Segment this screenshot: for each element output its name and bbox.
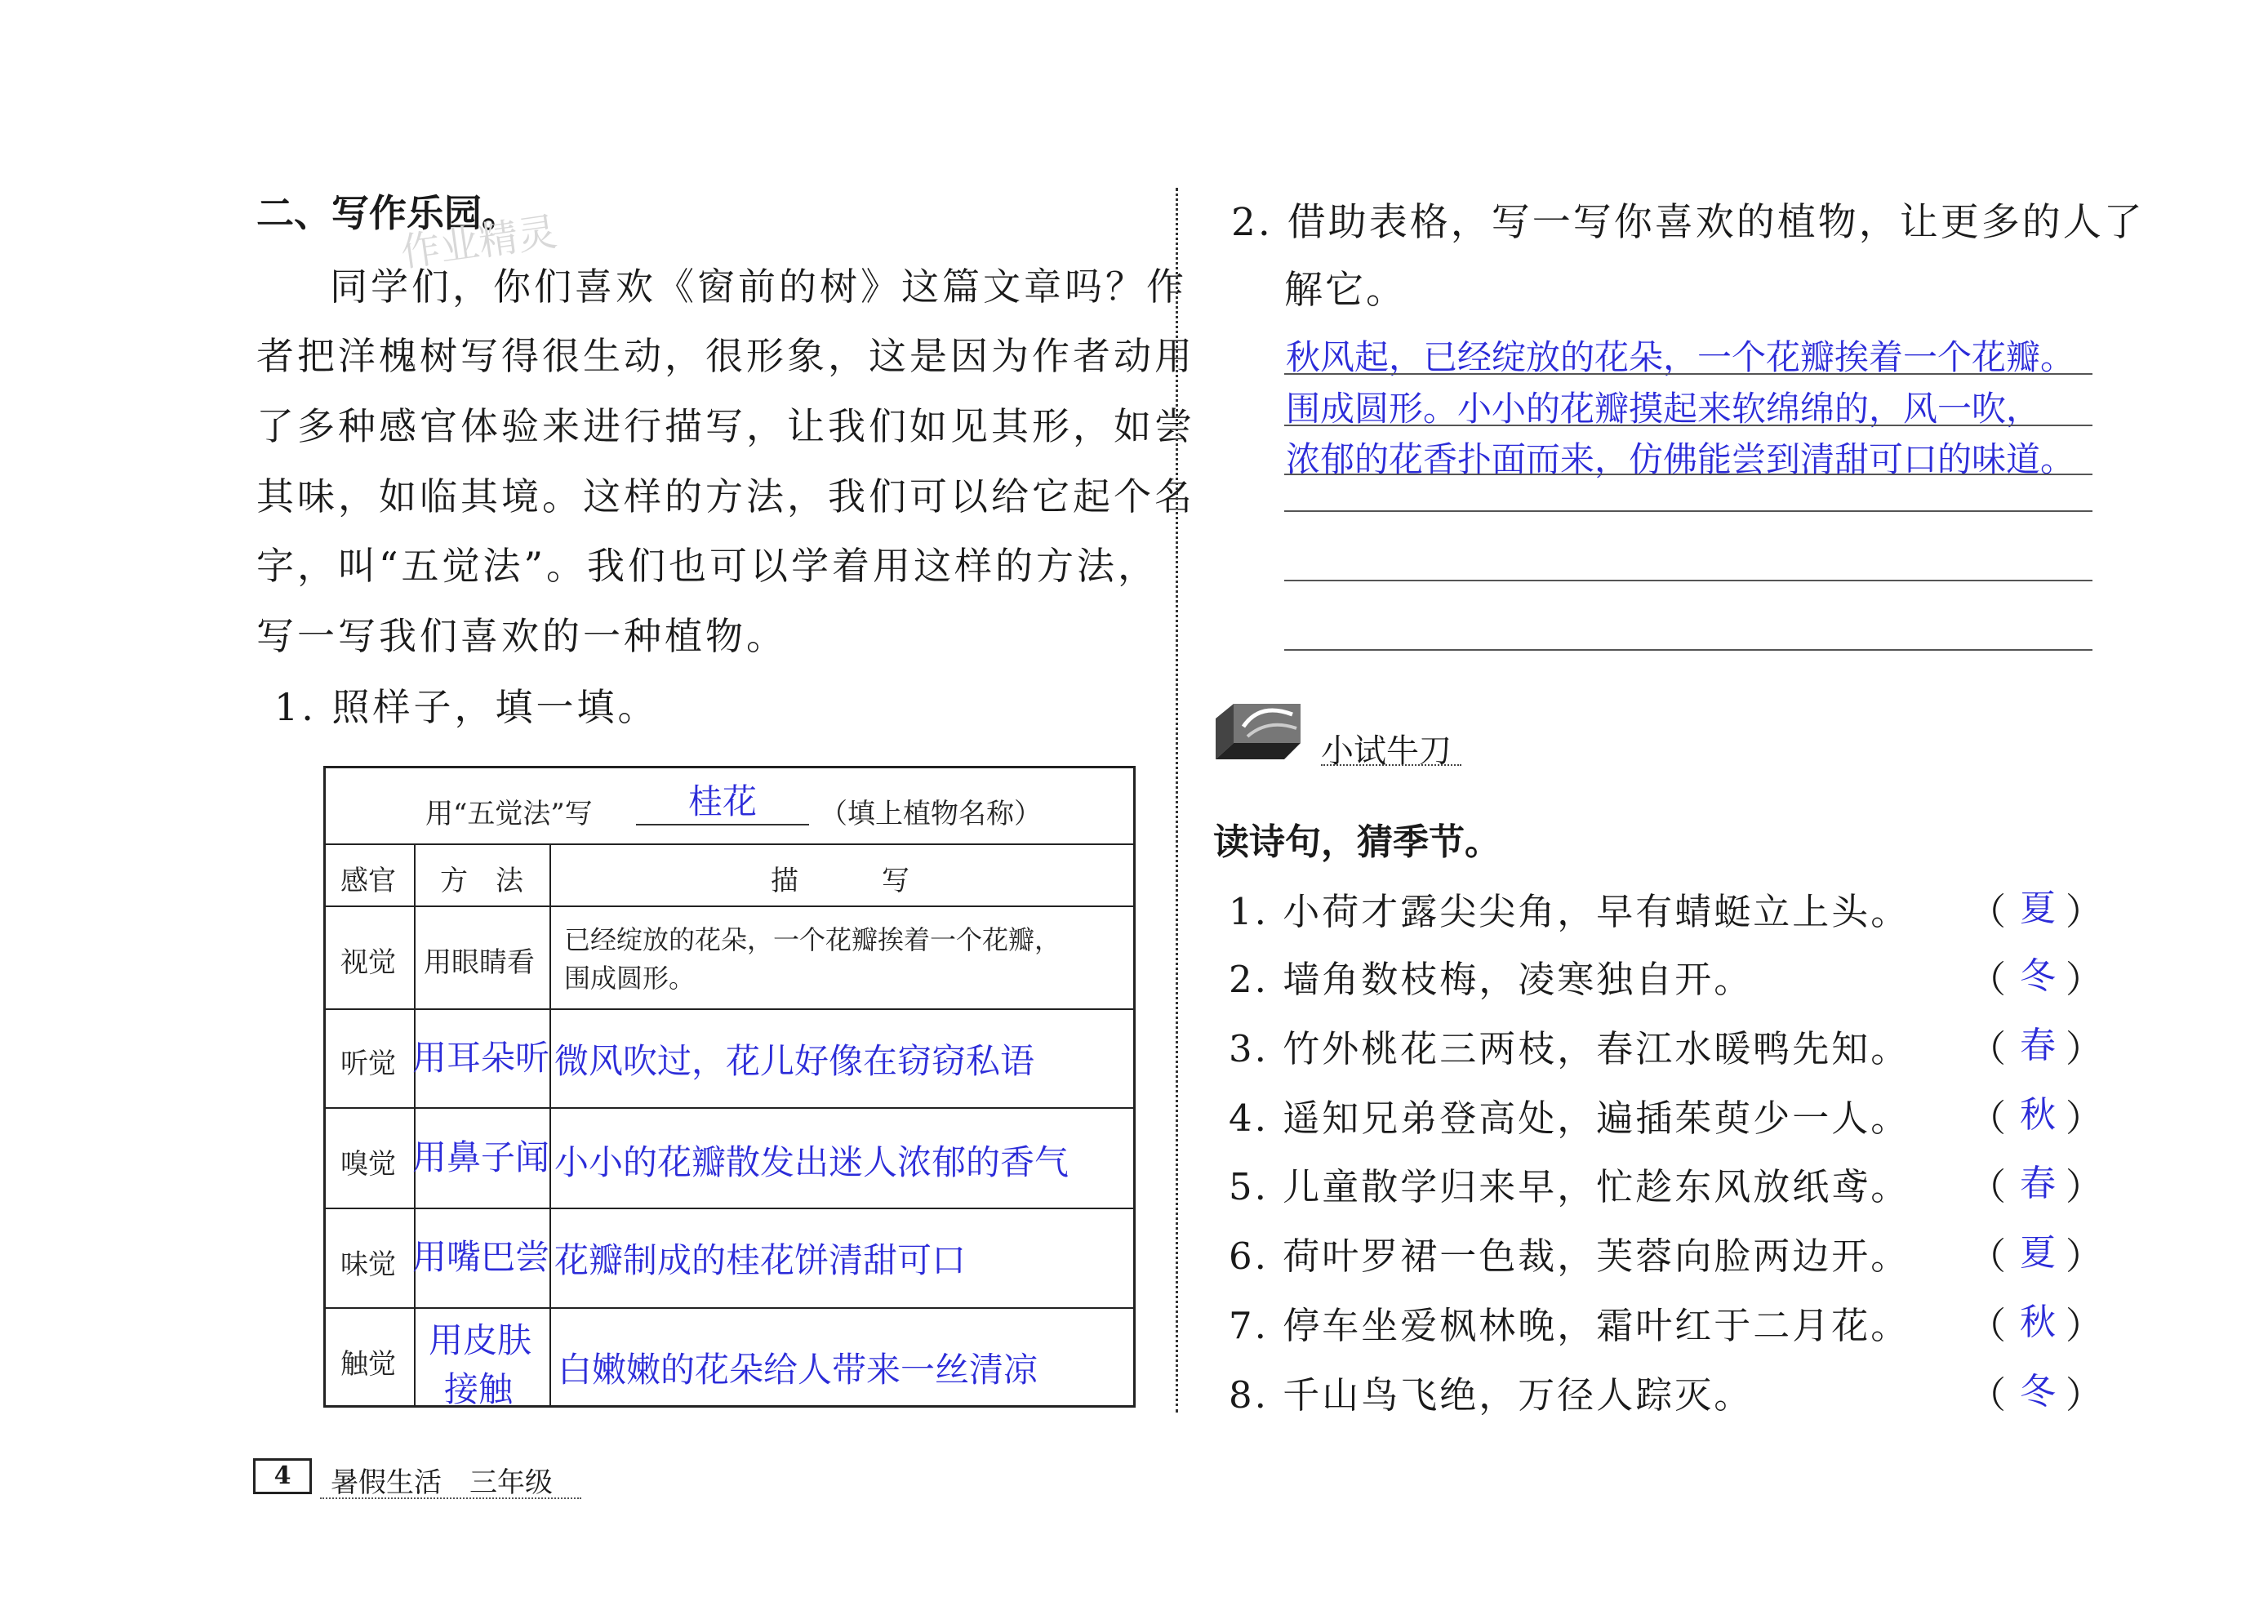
writing-line [1284, 425, 2092, 426]
method-hearing[interactable]: 用耳朵听 [412, 1038, 550, 1078]
table-divider [326, 1307, 1133, 1309]
poem-7: 7. 停车坐爱枫林晚，霜叶红于二月花。 [1229, 1304, 1910, 1347]
poem-8: 8. 千山鸟飞绝，万径人踪灭。 [1229, 1373, 1754, 1417]
paren-close: ） [2066, 958, 2103, 1001]
paren-open: （ [1969, 1373, 2007, 1417]
question-2-line1: 2. 借助表格，写一写你喜欢的植物，让更多的人了 [1231, 200, 2145, 245]
section-title: 二、写作乐园。 [256, 191, 519, 235]
header-blank-line [636, 824, 809, 825]
poem-4: 4. 遥知兄弟登高处，遍插茱萸少一人。 [1229, 1097, 1910, 1140]
writing-line [1284, 580, 2092, 581]
answer-line-1[interactable]: 秋风起，已经绽放的花朵，一个花瓣挨着一个花瓣。 [1286, 337, 2075, 377]
intro-line-4: 其味，如临其境。这样的方法，我们可以给它起个名 [256, 474, 1195, 518]
sense-touch: 触觉 [340, 1348, 396, 1381]
writing-line [1284, 510, 2092, 512]
method-touch-line1[interactable]: 用皮肤 [429, 1320, 532, 1360]
season-answer-6[interactable]: 夏 [2020, 1232, 2056, 1274]
intro-line-3: 了多种感官体验来进行描写，让我们如见其形，如尝 [256, 404, 1195, 448]
poem-6: 6. 荷叶罗裙一色裁，芙蓉向脸两边开。 [1229, 1235, 1910, 1278]
paren-open: （ [1969, 1165, 2007, 1208]
plant-name-answer[interactable]: 桂花 [688, 781, 758, 821]
page-number: 4 [253, 1458, 312, 1494]
desc-visual-line2: 围成圆形。 [564, 963, 696, 994]
book-icon [1211, 686, 1313, 768]
table-col-divider [549, 843, 551, 1405]
intro-line-5: 字，叫“五觉法”。我们也可以学着用这样的方法， [256, 544, 1159, 588]
paren-close: ） [2066, 1235, 2103, 1278]
answer-line-2[interactable]: 围成圆形。小小的花瓣摸起来软绵绵的，风一吹， [1286, 389, 2041, 429]
season-answer-1[interactable]: 夏 [2020, 888, 2056, 929]
sense-visual: 视觉 [340, 946, 396, 979]
season-answer-7[interactable]: 秋 [2020, 1301, 2056, 1343]
paren-open: （ [1969, 890, 2007, 933]
desc-touch[interactable]: 白嫩嫩的花朵给人带来一丝清凉 [558, 1350, 1038, 1390]
col-header-sense: 感官 [340, 865, 396, 897]
desc-visual-line1: 已经绽放的花朵，一个花瓣挨着一个花瓣， [564, 924, 1061, 955]
poem-1: 1. 小荷才露尖尖角，早有蜻蜓立上头。 [1229, 890, 1910, 933]
season-answer-5[interactable]: 春 [2020, 1163, 2056, 1204]
season-answer-3[interactable]: 春 [2020, 1025, 2056, 1066]
method-visual: 用眼睛看 [424, 946, 535, 979]
poem-2: 2. 墙角数枝梅，凌寒独自开。 [1229, 958, 1754, 1001]
poem-3: 3. 竹外桃花三两枝，春江水暖鸭先知。 [1229, 1027, 1910, 1070]
table-divider [326, 843, 1133, 845]
paren-close: ） [2066, 1304, 2103, 1347]
desc-taste[interactable]: 花瓣制成的桂花饼清甜可口 [554, 1240, 967, 1280]
paren-open: （ [1969, 1097, 2007, 1140]
practice-badge-label: 小试牛刀 [1321, 732, 1452, 770]
season-answer-2[interactable]: 冬 [2020, 955, 2056, 997]
paren-close: ） [2066, 1097, 2103, 1140]
five-sense-table [323, 766, 1136, 1408]
writing-line [1284, 649, 2092, 651]
method-smell[interactable]: 用鼻子闻 [412, 1137, 550, 1177]
paren-close: ） [2066, 1165, 2103, 1208]
method-taste[interactable]: 用嘴巴尝 [412, 1237, 550, 1277]
writing-line [1284, 474, 2092, 475]
season-answer-8[interactable]: 冬 [2020, 1371, 2056, 1413]
table-divider [326, 1208, 1133, 1209]
col-header-method: 方 法 [440, 865, 523, 897]
column-divider [1176, 188, 1178, 1413]
paren-close: ） [2066, 890, 2103, 933]
book-title: 暑假生活 三年级 [331, 1466, 553, 1499]
table-header-suffix: （填上植物名称） [820, 798, 1042, 830]
paren-open: （ [1969, 958, 2007, 1001]
footer-rule [320, 1497, 581, 1499]
desc-smell[interactable]: 小小的花瓣散发出迷人浓郁的香气 [554, 1142, 1070, 1182]
practice-instruction: 读诗句，猜季节。 [1213, 821, 1501, 863]
paren-open: （ [1969, 1304, 2007, 1347]
intro-line-2: 者把洋槐树写得很生动，很形象，这是因为作者动用 [256, 334, 1195, 378]
question-2-line2: 解它。 [1284, 268, 1407, 313]
watermark-logo: 作业精灵 [398, 208, 560, 277]
sense-taste: 味觉 [340, 1248, 396, 1281]
paren-open: （ [1969, 1235, 2007, 1278]
season-answer-4[interactable]: 秋 [2020, 1094, 2056, 1136]
intro-line-6: 写一写我们喜欢的一种植物。 [256, 614, 787, 658]
col-header-desc: 描 写 [771, 865, 909, 897]
table-divider [326, 1107, 1133, 1109]
table-divider [326, 1008, 1133, 1010]
sense-hearing: 听觉 [340, 1048, 396, 1080]
table-col-divider [414, 843, 416, 1405]
paren-close: ） [2066, 1027, 2103, 1070]
desc-hearing[interactable]: 微风吹过，花儿好像在窃窃私语 [554, 1041, 1035, 1081]
paren-open: （ [1969, 1027, 2007, 1070]
badge-underline [1321, 764, 1461, 766]
poem-5: 5. 儿童散学归来早，忙趁东风放纸鸢。 [1229, 1165, 1910, 1208]
answer-line-3[interactable]: 浓郁的花香扑面而来，仿佛能尝到清甜可口的味道。 [1286, 439, 2075, 479]
table-divider [326, 905, 1133, 907]
paren-close: ） [2066, 1373, 2103, 1417]
question-1: 1. 照样子，填一填。 [274, 685, 659, 729]
sense-smell: 嗅觉 [340, 1148, 396, 1181]
table-header-prefix: 用“五觉法”写 [425, 798, 593, 830]
writing-line [1284, 373, 2092, 375]
intro-line-1: 同学们，你们喜欢《窗前的树》这篇文章吗？作 [330, 265, 1187, 309]
method-touch-line2[interactable]: 接触 [444, 1369, 514, 1409]
